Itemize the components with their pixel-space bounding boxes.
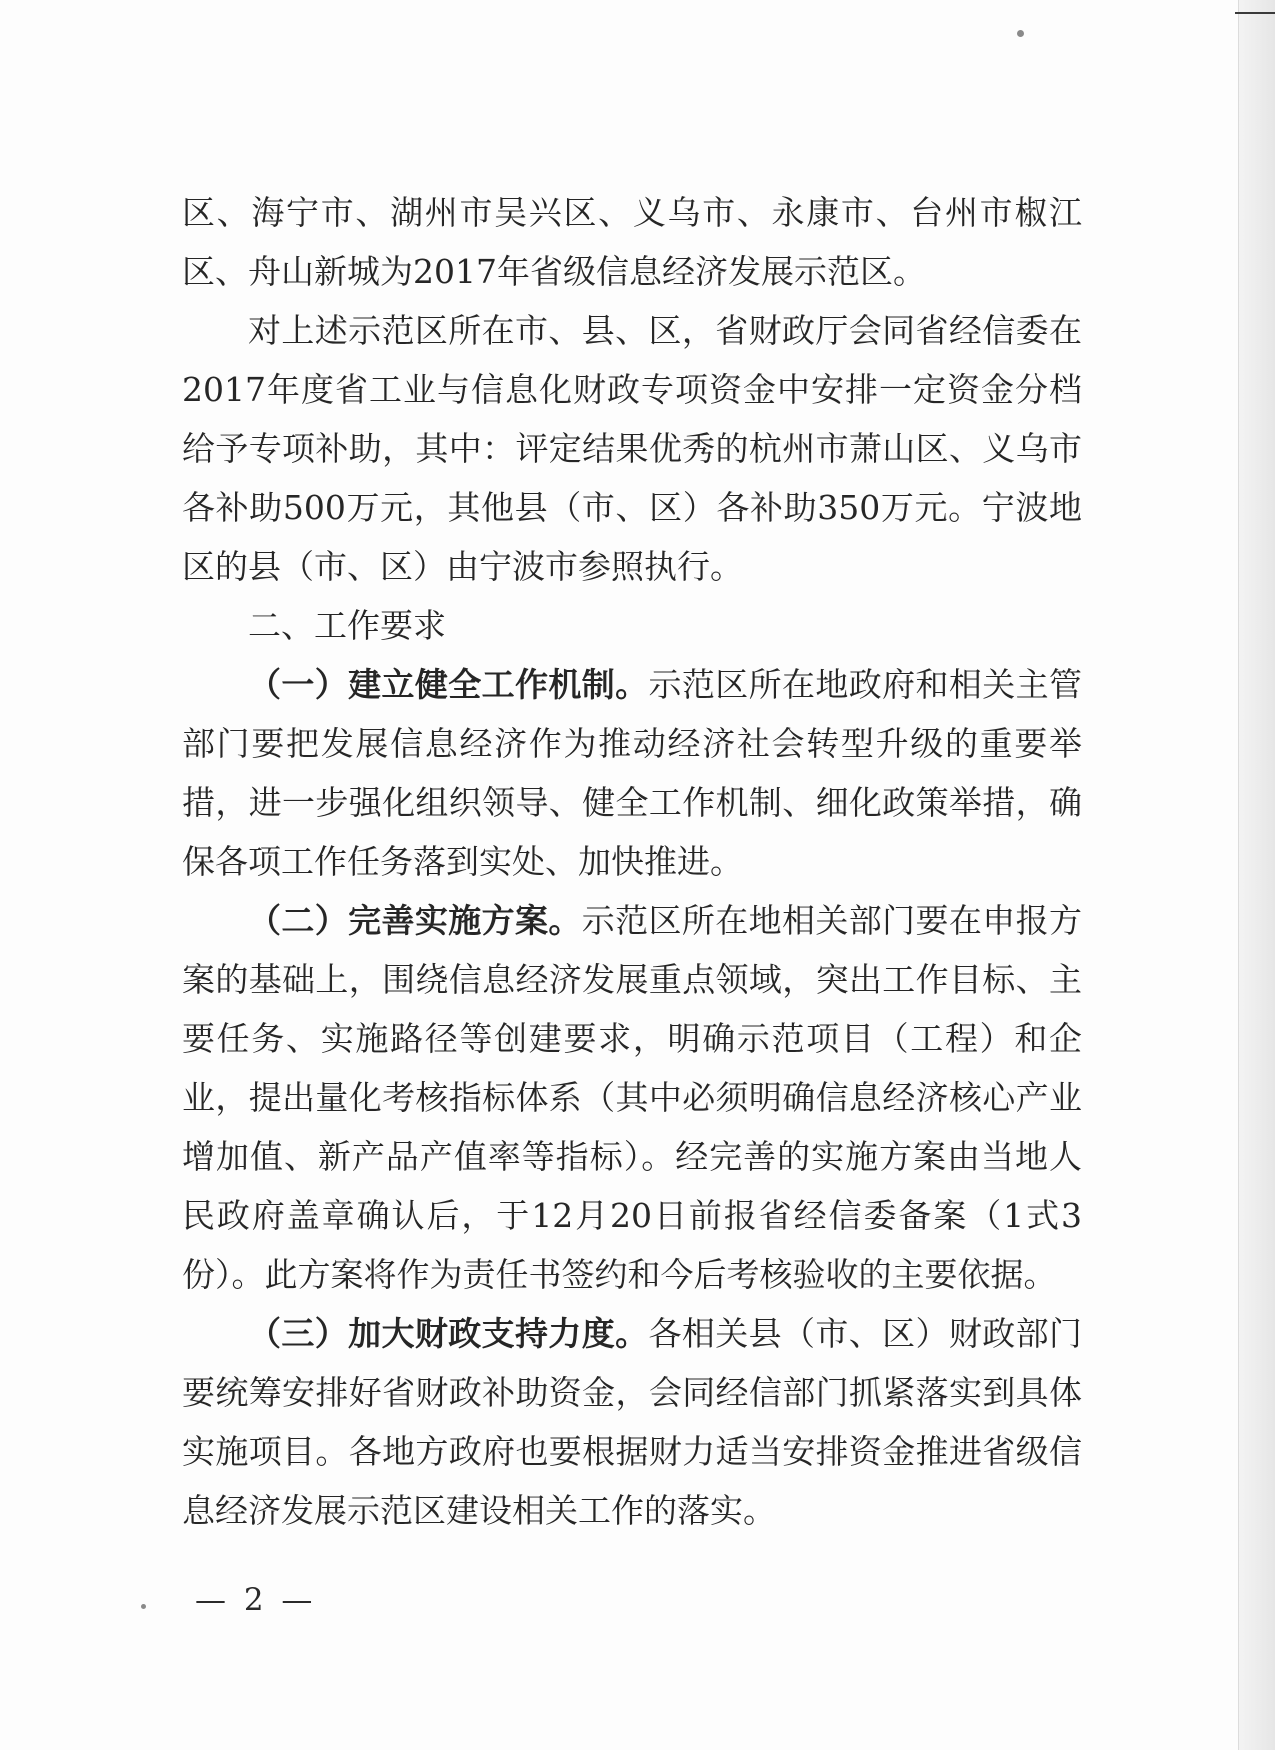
section-heading: 二、工作要求 bbox=[248, 606, 446, 645]
requirement-item-3-lead: （三）加大财政支持力度。 bbox=[248, 1314, 649, 1353]
requirement-item-2-lead: （二）完善实施方案。 bbox=[248, 901, 582, 940]
requirement-item-1-lead: （一）建立健全工作机制。 bbox=[248, 665, 649, 704]
scan-speck bbox=[141, 1604, 146, 1609]
requirement-item-3-body: 各相关县（市、区）财政部门要统筹安排好省财政补助资金，会同经信部门抓紧落实到具体实施项目。各地方政府也要根据财力适当安排资金推进省级信息经济发展示范区建设相关工作的落实。 bbox=[182, 1314, 1082, 1530]
document-body bbox=[182, 183, 1082, 1540]
scan-edge-mark bbox=[1235, 12, 1275, 14]
requirement-item-2 bbox=[182, 891, 1082, 1304]
requirement-item-2-body: 示范区所在地相关部门要在申报方案的基础上，围绕信息经济发展重点领域，突出工作目标、主要任务、实施路径等创建要求，明确示范项目（工程）和企业，提出量化考核指标体系（其中必须明确信息经济核心产业增加值、新产品产值率等指标）。经完善的实施方案由当地人民政府盖章确认后，于12月20日前报省经信委备案（1式3份）。此方案将作为责任书签约和今后考核验收的主要依据。 bbox=[182, 901, 1082, 1294]
scan-speck bbox=[1017, 30, 1024, 37]
subsidy-paragraph: 对上述示范区所在市、县、区，省财政厅会同省经信委在2017年度省工业与信息化财政专项资金中安排一定资金分档给予专项补助，其中：评定结果优秀的杭州市萧山区、义乌市各补助500万元，其他县（市、区）各补助350万元。宁波地区的县（市、区）由宁波市参照执行。 bbox=[182, 311, 1082, 586]
requirement-item-1 bbox=[182, 655, 1082, 891]
page-number: — 2 — bbox=[195, 1582, 317, 1618]
requirement-item-3 bbox=[182, 1304, 1082, 1540]
continuation-paragraph: 区、海宁市、湖州市吴兴区、义乌市、永康市、台州市椒江区、舟山新城为2017年省级信息经济发展示范区。 bbox=[182, 193, 1082, 291]
requirement-item-1-body: 示范区所在地政府和相关主管部门要把发展信息经济作为推动经济社会转型升级的重要举措，进一步强化组织领导、健全工作机制、细化政策举措，确保各项工作任务落到实处、加快推进。 bbox=[182, 665, 1082, 881]
page-edge-shadow bbox=[1238, 0, 1275, 1750]
